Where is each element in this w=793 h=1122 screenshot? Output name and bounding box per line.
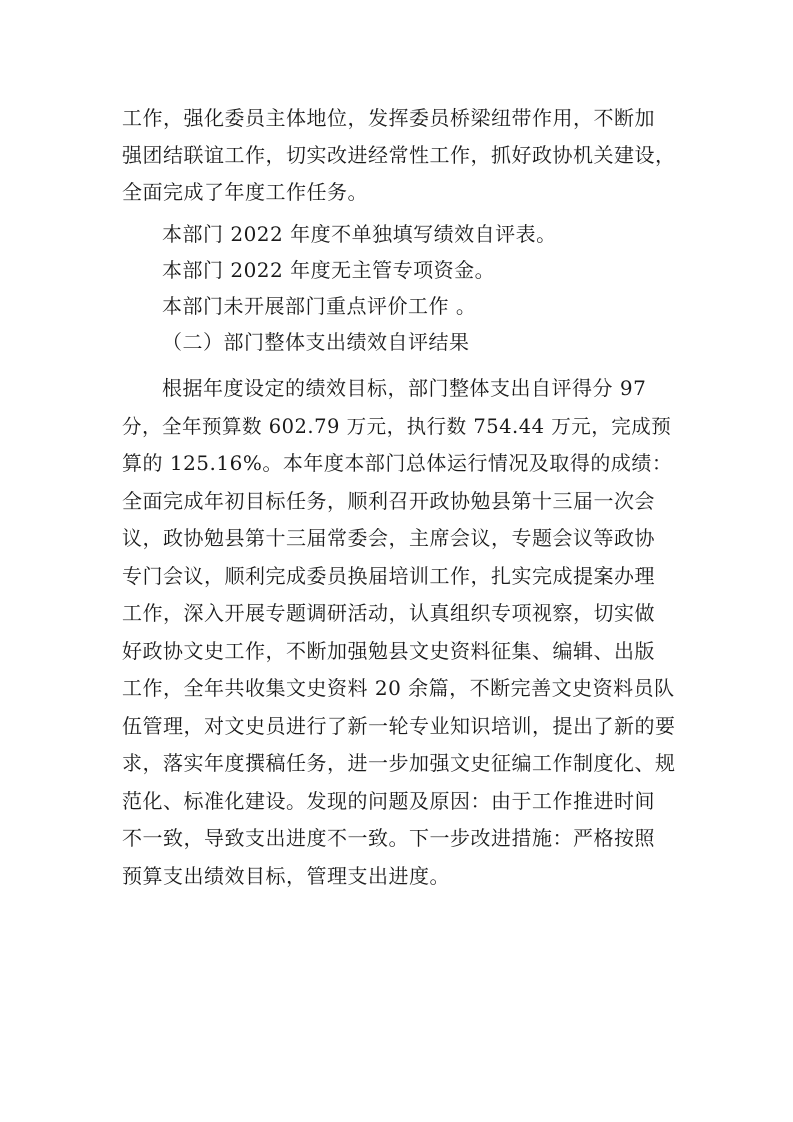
paragraph-line: 全面完成年初目标任务，顺利召开政协勉县第十三届一次会 [122,488,655,513]
paragraph-line: 工作，深入开展专题调研活动，认真组织专项视察，切实做 [122,601,655,625]
paragraph-line: 根据年度设定的绩效目标，部门整体支出自评得分 97 [162,376,647,400]
paragraph-line: 分，全年预算数 602.79 万元，执行数 754.44 万元，完成预 [122,414,672,438]
section-heading: （二）部门整体支出绩效自评结果 [162,330,470,354]
paragraph-line: 全面完成了年度工作任务。 [122,180,368,204]
paragraph-line: 议，政协勉县第十三届常委会，主席会议，专题会议等政协 [122,526,655,550]
paragraph-line: 好政协文史工作，不断加强勉县文史资料征集、编辑、出版 [122,638,655,663]
paragraph-line: 工作，全年共收集文史资料 20 余篇，不断完善文史资料员队 [122,676,675,700]
statement-no-special-funds: 本部门 2022 年度无主管专项资金。 [162,258,496,282]
statement-no-key-evaluation: 本部门未开展部门重点评价工作 。 [162,294,477,318]
paragraph-line: 不一致，导致支出进度不一致。下一步改进措施：严格按照 [122,826,655,850]
paragraph-line: 强团结联谊工作，切实改进经常性工作，抓好政协机关建设， [122,143,676,167]
paragraph-line: 伍管理，对文史员进行了新一轮专业知识培训，提出了新的要 [122,713,676,738]
paragraph-line: 范化、标准化建设。发现的问题及原因：由于工作推进时间 [122,788,655,813]
statement-no-self-evaluation-form: 本部门 2022 年度不单独填写绩效自评表。 [162,222,557,246]
paragraph-continuation [122,100,682,211]
paragraph-line: 求，落实年度撰稿任务，进一步加强文史征编工作制度化、规 [122,751,676,775]
paragraph-line: 预算支出绩效目标，管理支出进度。 [122,863,450,888]
paragraph-line: 工作，强化委员主体地位，发挥委员桥梁纽带作用，不断加 [122,106,655,130]
paragraph-line: 专门会议，顺利完成委员换届培训工作，扎实完成提案办理 [122,563,655,588]
paragraph-line: 算的 125.16%。本年度本部门总体运行情况及取得的成绩： [122,451,673,475]
paragraph-self-evaluation-result [122,370,682,895]
